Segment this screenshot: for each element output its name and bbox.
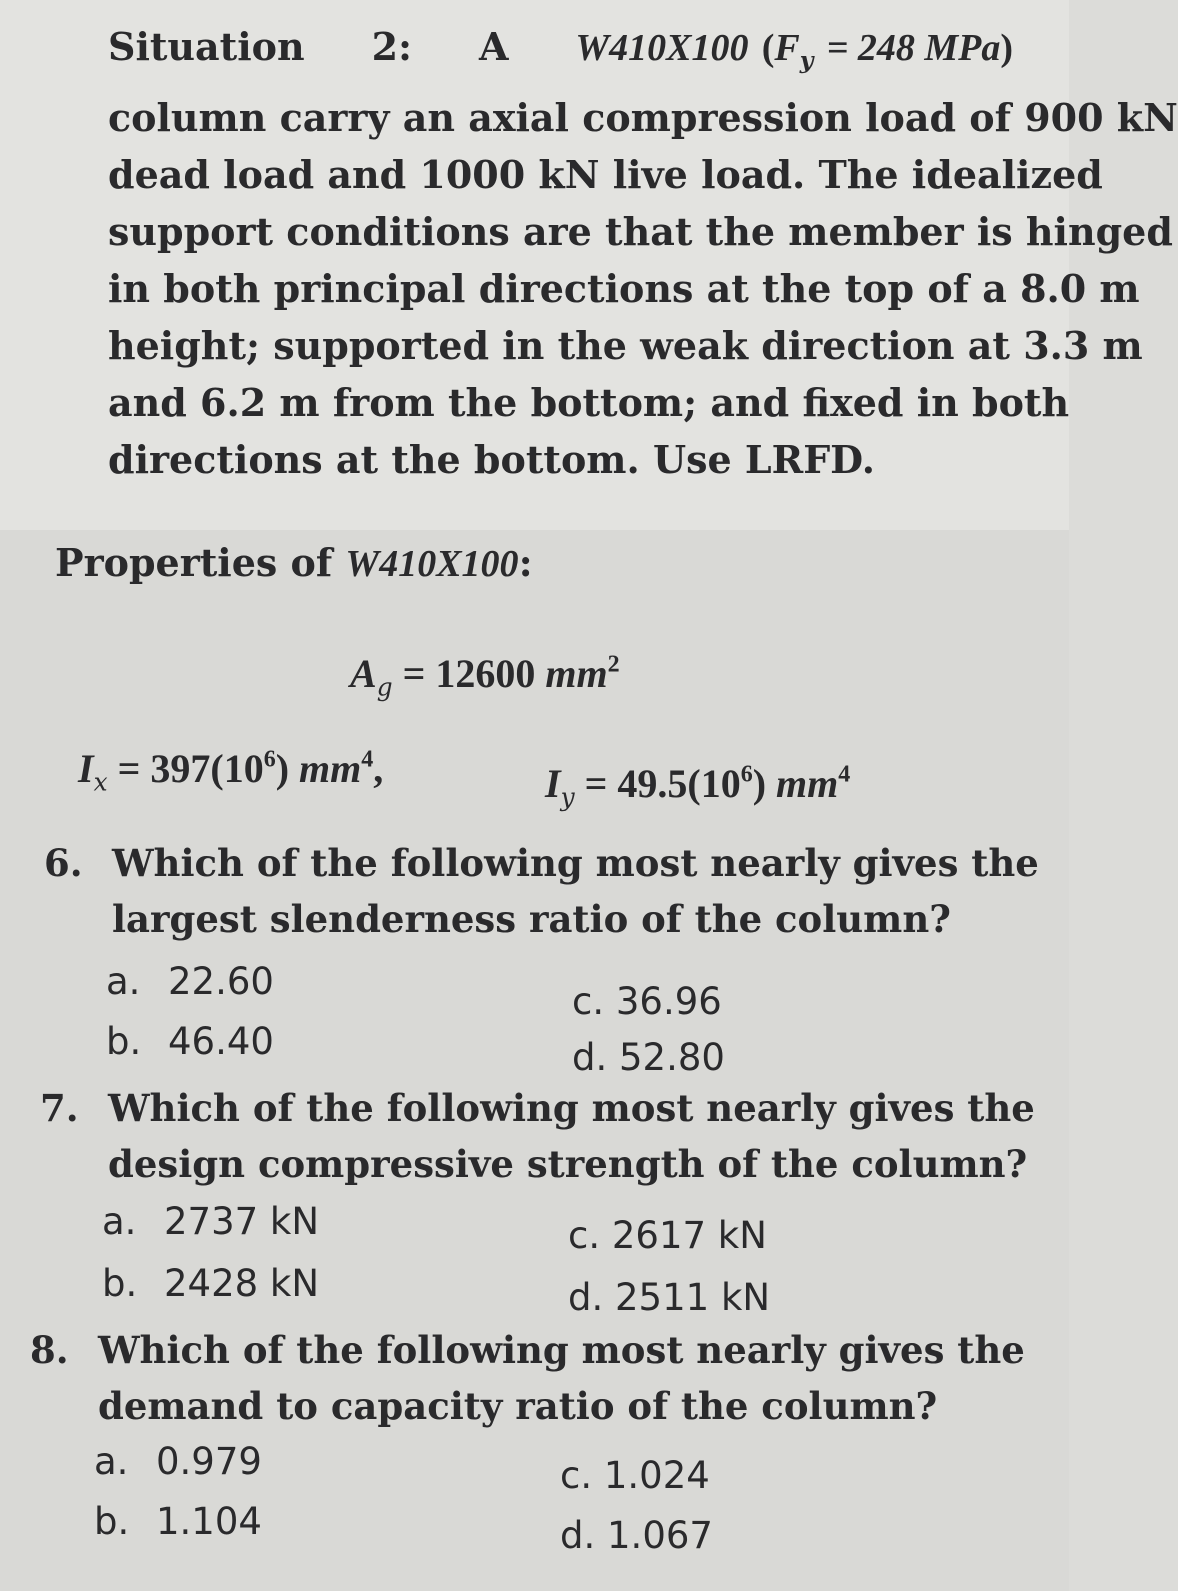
iy-symbol: I <box>545 761 561 806</box>
fy-symbol: F <box>774 27 800 69</box>
question-7-option-b[interactable] <box>102 1262 319 1305</box>
ix-symbol: I <box>78 746 94 791</box>
question-6 <box>44 835 1039 947</box>
area-value: = 12600 <box>392 651 546 696</box>
area-symbol: A <box>350 651 377 696</box>
option-value: 36.96 <box>615 980 722 1023</box>
option-value: 2617 kN <box>611 1214 767 1257</box>
option-value: 46.40 <box>168 1020 274 1063</box>
option-label: a. <box>102 1200 137 1243</box>
option-label: b. <box>102 1262 138 1305</box>
ix-exponent: 6 <box>263 746 276 773</box>
option-label: d. <box>572 1036 608 1079</box>
question-7-line-2: design compressive strength of the column? <box>108 1142 1028 1186</box>
option-value: 52.80 <box>619 1036 725 1079</box>
situation-paragraph <box>108 18 1178 488</box>
gross-area-equation <box>350 650 620 702</box>
ix-value: = 397(10 <box>107 746 264 791</box>
situation-line-5: in both principal directions at the top of a 8.0 m <box>108 266 1140 312</box>
situation-line-7: and 6.2 m from the bottom; and fixed in both <box>108 380 1070 426</box>
option-label: a. <box>94 1440 129 1483</box>
option-label: a. <box>106 960 141 1003</box>
fy-close-paren: ) <box>1000 27 1013 69</box>
situation-line-2: column carry an axial compression load of 900 kN <box>108 95 1178 141</box>
question-6-option-c[interactable] <box>572 980 722 1023</box>
option-label: c. <box>572 980 605 1023</box>
properties-heading-prefix: Properties of <box>55 540 346 585</box>
option-label: d. <box>568 1276 604 1319</box>
question-8-line-1: Which of the following most nearly gives the <box>98 1328 1025 1372</box>
option-value: 22.60 <box>168 960 274 1003</box>
question-7-line-1: Which of the following most nearly gives the <box>108 1086 1035 1130</box>
ix-unit: mm <box>299 746 362 791</box>
fy-open-paren: ( <box>761 27 775 69</box>
option-label: c. <box>560 1454 593 1497</box>
situation-section: W410X100 <box>575 27 749 69</box>
question-7 <box>40 1080 1035 1192</box>
properties-heading-section: W410X100 <box>345 543 519 585</box>
situation-head-article: A <box>478 24 509 69</box>
question-8-option-a[interactable] <box>94 1440 262 1483</box>
question-8 <box>30 1322 1025 1434</box>
ix-close: ) <box>275 746 300 791</box>
question-8-option-b[interactable] <box>94 1500 262 1543</box>
question-8-option-c[interactable] <box>560 1454 710 1497</box>
situation-line-3: dead load and 1000 kN live load. The idealized <box>108 152 1103 198</box>
option-value: 2511 kN <box>615 1276 771 1319</box>
ix-equation <box>78 745 383 797</box>
question-7-option-d[interactable] <box>568 1276 770 1319</box>
question-7-option-a[interactable] <box>102 1200 319 1243</box>
area-unit-exponent: 2 <box>607 651 620 678</box>
iy-unit: mm <box>776 761 839 806</box>
iy-subscript: y <box>560 782 575 812</box>
properties-heading-suffix: : <box>518 540 533 585</box>
ix-unit-exponent: 4 <box>361 746 374 773</box>
area-unit: mm <box>545 651 608 696</box>
fy-subscript: y <box>799 46 814 75</box>
ix-separator: , <box>373 746 384 791</box>
question-7-number: 7. <box>40 1086 79 1130</box>
option-value: 1.024 <box>603 1454 710 1497</box>
situation-section-and-fy <box>575 18 1013 89</box>
situation-line-1 <box>108 18 1013 89</box>
option-label: b. <box>106 1020 142 1063</box>
question-8-number: 8. <box>30 1328 69 1372</box>
option-value: 0.979 <box>156 1440 262 1483</box>
situation-line-4: support conditions are that the member is hinged <box>108 209 1173 255</box>
question-8-option-d[interactable] <box>560 1514 713 1557</box>
situation-line-8: directions at the bottom. Use LRFD. <box>108 437 875 483</box>
situation-head-number: 2: <box>371 24 413 69</box>
properties-heading <box>55 540 533 586</box>
fy-value: = 248 MPa <box>826 27 1001 69</box>
question-8-line-2: demand to capacity ratio of the column? <box>98 1384 938 1428</box>
ix-subscript: x <box>93 767 108 797</box>
option-label: d. <box>560 1514 596 1557</box>
question-6-option-b[interactable] <box>106 1020 274 1063</box>
question-7-option-c[interactable] <box>568 1214 767 1257</box>
question-6-line-1: Which of the following most nearly gives the <box>112 841 1039 885</box>
question-6-line-2: largest slenderness ratio of the column? <box>112 897 951 941</box>
question-6-option-a[interactable] <box>106 960 274 1003</box>
option-label: b. <box>94 1500 130 1543</box>
situation-head-word: Situation <box>108 24 305 69</box>
question-6-option-d[interactable] <box>572 1036 725 1079</box>
option-value: 2428 kN <box>164 1262 320 1305</box>
option-value: 2737 kN <box>164 1200 320 1243</box>
iy-value: = 49.5(10 <box>574 761 741 806</box>
iy-exponent: 6 <box>740 761 753 788</box>
option-label: c. <box>568 1214 601 1257</box>
option-value: 1.067 <box>607 1514 713 1557</box>
question-6-number: 6. <box>44 841 83 885</box>
iy-close: ) <box>752 761 777 806</box>
option-value: 1.104 <box>156 1500 262 1543</box>
iy-equation <box>545 760 850 812</box>
iy-unit-exponent: 4 <box>838 761 851 788</box>
area-subscript: g <box>376 672 393 702</box>
situation-line-6: height; supported in the weak direction at 3.3 m <box>108 323 1143 369</box>
